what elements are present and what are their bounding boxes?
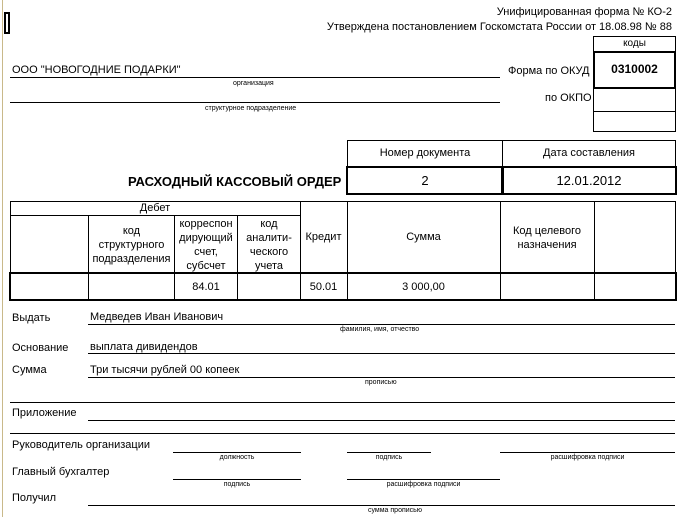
accountant-label: Главный бухгалтер [12,466,110,478]
basis-label: Основание [12,342,69,354]
issue-value[interactable]: Медведев Иван Иванович [90,311,224,323]
organization-line [10,77,500,78]
basis-line [88,353,675,354]
organization-name: ООО "НОВОГОДНИЕ ПОДАРКИ" [12,64,181,76]
attachment-line [88,420,675,421]
cell-credit: 50.01 [309,281,338,293]
sum-line [88,377,675,378]
col-corr-header: корреспон дирующий счет, субсчет [179,218,233,272]
col-target-header: Код целевого назначения [513,225,581,251]
sum-value[interactable]: Три тысячи рублей 00 копеек [90,364,240,376]
basis-value[interactable]: выплата дивидендов [90,341,198,353]
accountant-decode-caption: расшифровка подписи [386,481,461,488]
head-signature-line [347,452,431,453]
sum-line-2 [10,402,675,403]
division-caption: структурное подразделение [205,105,297,112]
head-position-line [173,452,301,453]
left-edge [2,0,3,517]
codes-header: коды [623,38,646,49]
received-line [88,505,675,506]
okpo-label: по ОКПО [545,92,592,104]
doc-date-label: Дата составления [543,147,635,159]
received-label: Получил [12,492,56,504]
col-credit-header: Кредит [305,231,342,243]
head-label: Руководитель организации [12,439,151,451]
received-caption: сумма прописью [368,507,423,514]
attachment-label: Приложение [12,407,77,419]
okpo-divider [594,111,676,112]
head-decode-line [500,452,675,453]
accountant-signature-caption: подпись [223,481,251,488]
doc-number-label: Номер документа [379,147,471,159]
head-signature-caption: подпись [375,454,403,461]
document-title: РАСХОДНЫЙ КАССОВЫЙ ОРДЕР [128,174,342,189]
cell-corr-account: 84.01 [192,281,220,293]
left-marker [4,12,10,34]
approval-line: Утверждена постановлением Госкомстата России от 18.08.98 № 88 [326,21,672,33]
col-analytic-header: код аналити-ческого учета [246,218,292,272]
okud-code: 0310002 [611,62,658,76]
issue-label: Выдать [12,312,51,324]
sum-caption: прописью [365,379,397,386]
sum-label: Сумма [12,364,47,376]
division-line [10,102,500,103]
col-sum-header: Сумма [406,231,441,243]
debit-header: Дебет [139,202,171,214]
form-name: Унифицированная форма № КО-2 [496,6,672,18]
accountant-signature-line [173,479,301,480]
head-decode-caption: расшифровка подписи [550,454,625,461]
head-position-caption: должность [219,454,255,461]
okud-label: Форма по ОКУД [508,65,590,77]
cell-sum: 3 000,00 [402,281,445,293]
col-structural-header: код структурного подразделения [92,225,171,265]
table-debit-divider [10,215,300,216]
accountant-decode-line [347,479,500,480]
doc-date: 12.01.2012 [556,173,622,188]
doc-number: 2 [421,173,429,188]
issue-caption: фамилия, имя, отчество [340,326,420,333]
attachment-line-2 [10,433,675,434]
issue-line [88,324,675,325]
organization-caption: организация [233,80,274,87]
